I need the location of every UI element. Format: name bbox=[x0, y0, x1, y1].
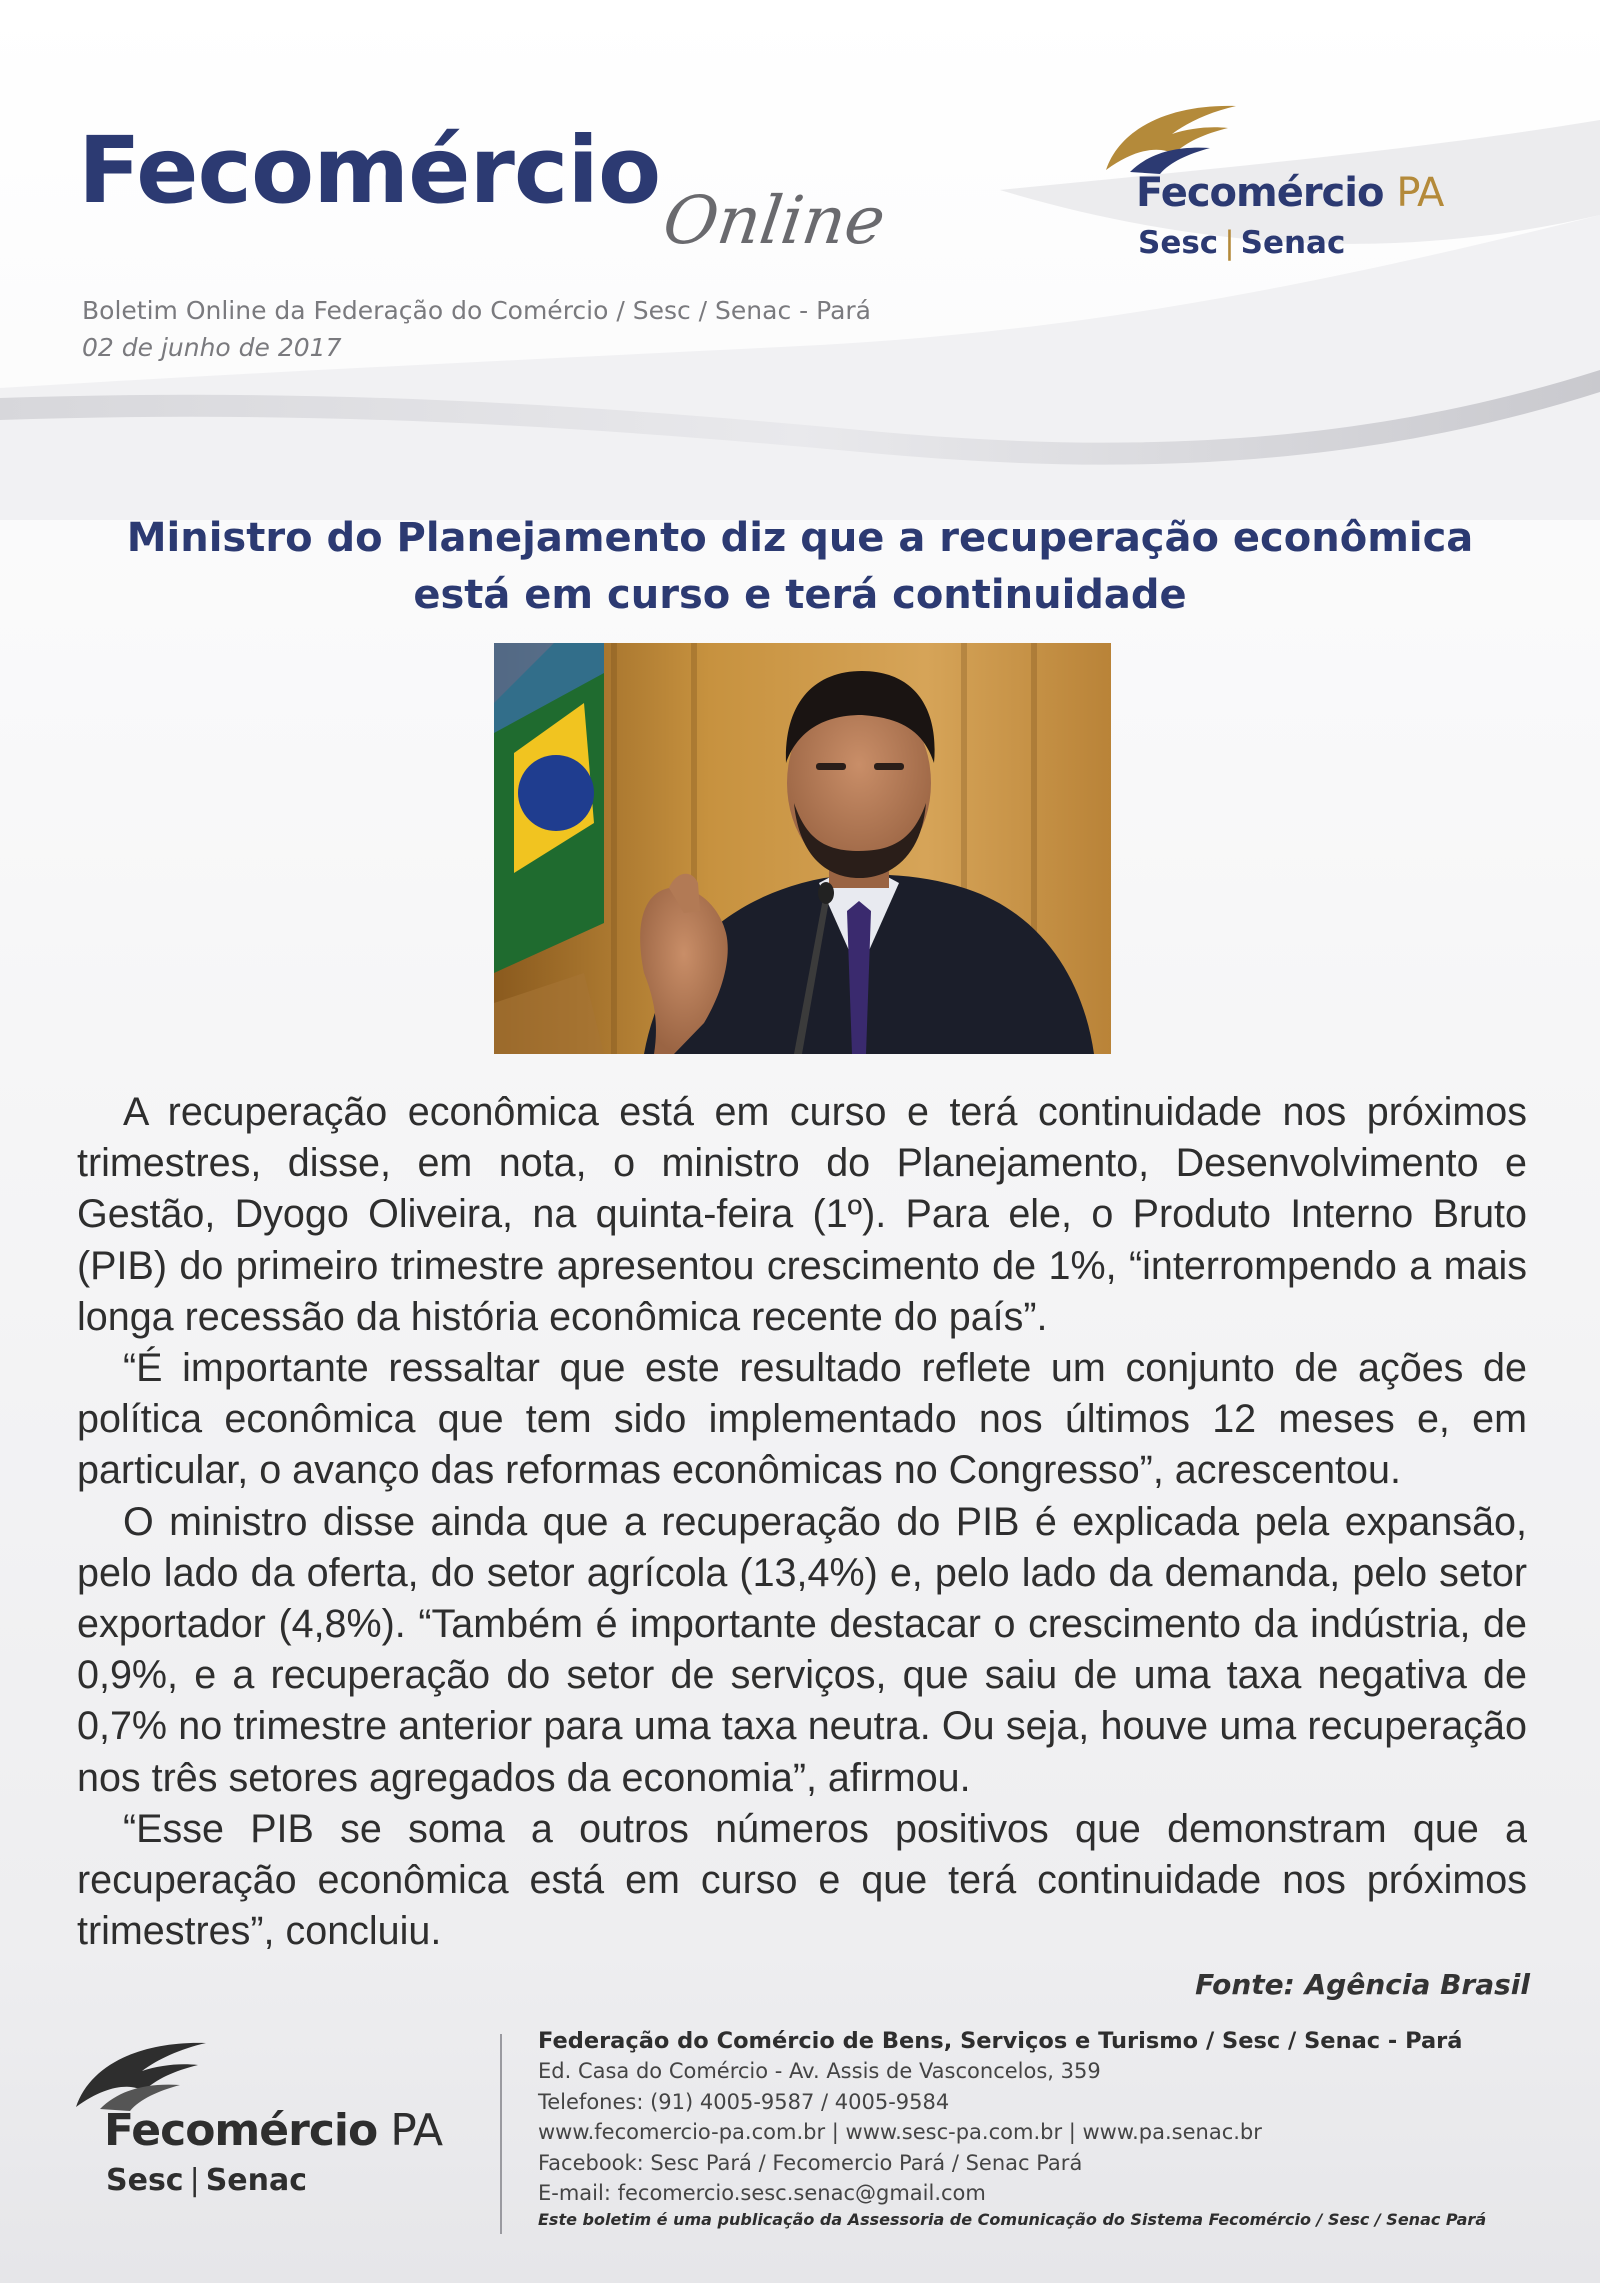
footer-address: Ed. Casa do Comércio - Av. Assis de Vasconcelos, 359 bbox=[538, 2059, 1101, 2083]
article-paragraph-3: O ministro disse ainda que a recuperação do PIB é explicada pela expansão, pelo lado da oferta, do setor agrícola (13,4%) e, pelo lado da demanda, pelo setor exportador (4,8%). “Também é importante destacar o crescimento da indústria, de 0,9%, e a recuperação do setor de serviços, que saiu de uma taxa negativa de 0,7% no trimestre anterior para uma taxa neutra. Ou seja, houve uma recuperação nos três setores agregados da economia”, afirmou. bbox=[77, 1499, 1527, 1800]
masthead-online-label: Online bbox=[658, 182, 890, 259]
wing-logo-icon bbox=[1100, 98, 1250, 178]
footer-websites[interactable]: www.fecomercio-pa.com.br | www.sesc-pa.com.br | www.pa.senac.br bbox=[538, 2120, 1262, 2145]
headline-line-2: está em curso e terá continuidade bbox=[413, 572, 1187, 618]
masthead-subtitle: Boletim Online da Federação do Comércio / Sesc / Senac - Pará bbox=[82, 296, 872, 325]
article-paragraph-1: A recuperação econômica está em curso e terá continuidade nos próximos trimestres, disse, em nota, o ministro do Planejamento, Desenvolvimento e Gestão, Dyogo Oliveira, na quinta-feira (1º). Para ele, o Produto Interno Bruto (PIB) do primeiro trimestre apresentou crescimento de 1%, “interrompendo a mais longa recessão da história econômica recente do país”. bbox=[77, 1090, 1527, 1339]
fecomercio-pa-logo bbox=[1100, 98, 1520, 268]
brand-sub-separator: | bbox=[1224, 225, 1235, 261]
footer-logo-sub bbox=[106, 2163, 307, 2198]
footer-logo-region: PA bbox=[390, 2105, 443, 2156]
footer-logo-sesc: Sesc bbox=[106, 2163, 184, 2198]
brand-name bbox=[1136, 170, 1443, 216]
footer-logo-separator: | bbox=[189, 2163, 200, 2198]
article-paragraph-4: “Esse PIB se soma a outros números positivos que demonstram que a recuperação econômica está em curso e que terá continuidade nos próximos trimestres”, concluiu. bbox=[77, 1806, 1527, 1954]
footer-email[interactable]: E-mail: fecomercio.sesc.senac@gmail.com bbox=[538, 2181, 986, 2206]
footer-wing-logo-icon bbox=[70, 2035, 220, 2115]
footer-logo-senac: Senac bbox=[205, 2163, 308, 2198]
brand-sub-senac: Senac bbox=[1240, 225, 1346, 261]
issue-date: 02 de junho de 2017 bbox=[82, 333, 342, 362]
footer-org-name: Federação do Comércio de Bens, Serviços e Turismo / Sesc / Senac - Pará bbox=[538, 2028, 1463, 2054]
headline-line-1: Ministro do Planejamento diz que a recuperação econômica bbox=[126, 515, 1474, 561]
footer-info bbox=[538, 2026, 1548, 2231]
article-photo bbox=[494, 643, 1111, 1054]
brand-sub bbox=[1138, 225, 1345, 261]
article-body bbox=[77, 1087, 1527, 1957]
article-headline bbox=[40, 510, 1560, 624]
footer-divider bbox=[500, 2034, 502, 2234]
footer-logo bbox=[70, 2035, 490, 2198]
brand-region: PA bbox=[1396, 170, 1444, 216]
footer-logo-name bbox=[104, 2105, 442, 2156]
masthead-title: Fecomércio bbox=[78, 117, 661, 224]
article-paragraph-2: “É importante ressaltar que este resultado reflete um conjunto de ações de política econômica que tem sido implementado nos últimos 12 meses e, em particular, o avanço das reformas econômicas no Congresso”, acrescentou. bbox=[77, 1346, 1527, 1493]
footer-logo-name-text: Fecomércio bbox=[104, 2105, 378, 2156]
article-source: Fonte: Agência Brasil bbox=[1195, 1968, 1530, 2001]
brand-sub-sesc: Sesc bbox=[1138, 225, 1219, 261]
footer-phones: Telefones: (91) 4005-9587 / 4005-9584 bbox=[538, 2089, 950, 2114]
footer-facebook: Facebook: Sesc Pará / Fecomercio Pará / Senac Pará bbox=[538, 2150, 1083, 2175]
footer-publication-note: Este boletim é uma publicação da Assessoria de Comunicação do Sistema Fecomércio / Sesc / Senac Pará bbox=[538, 2209, 1487, 2229]
brand-name-text: Fecomércio bbox=[1136, 170, 1384, 216]
